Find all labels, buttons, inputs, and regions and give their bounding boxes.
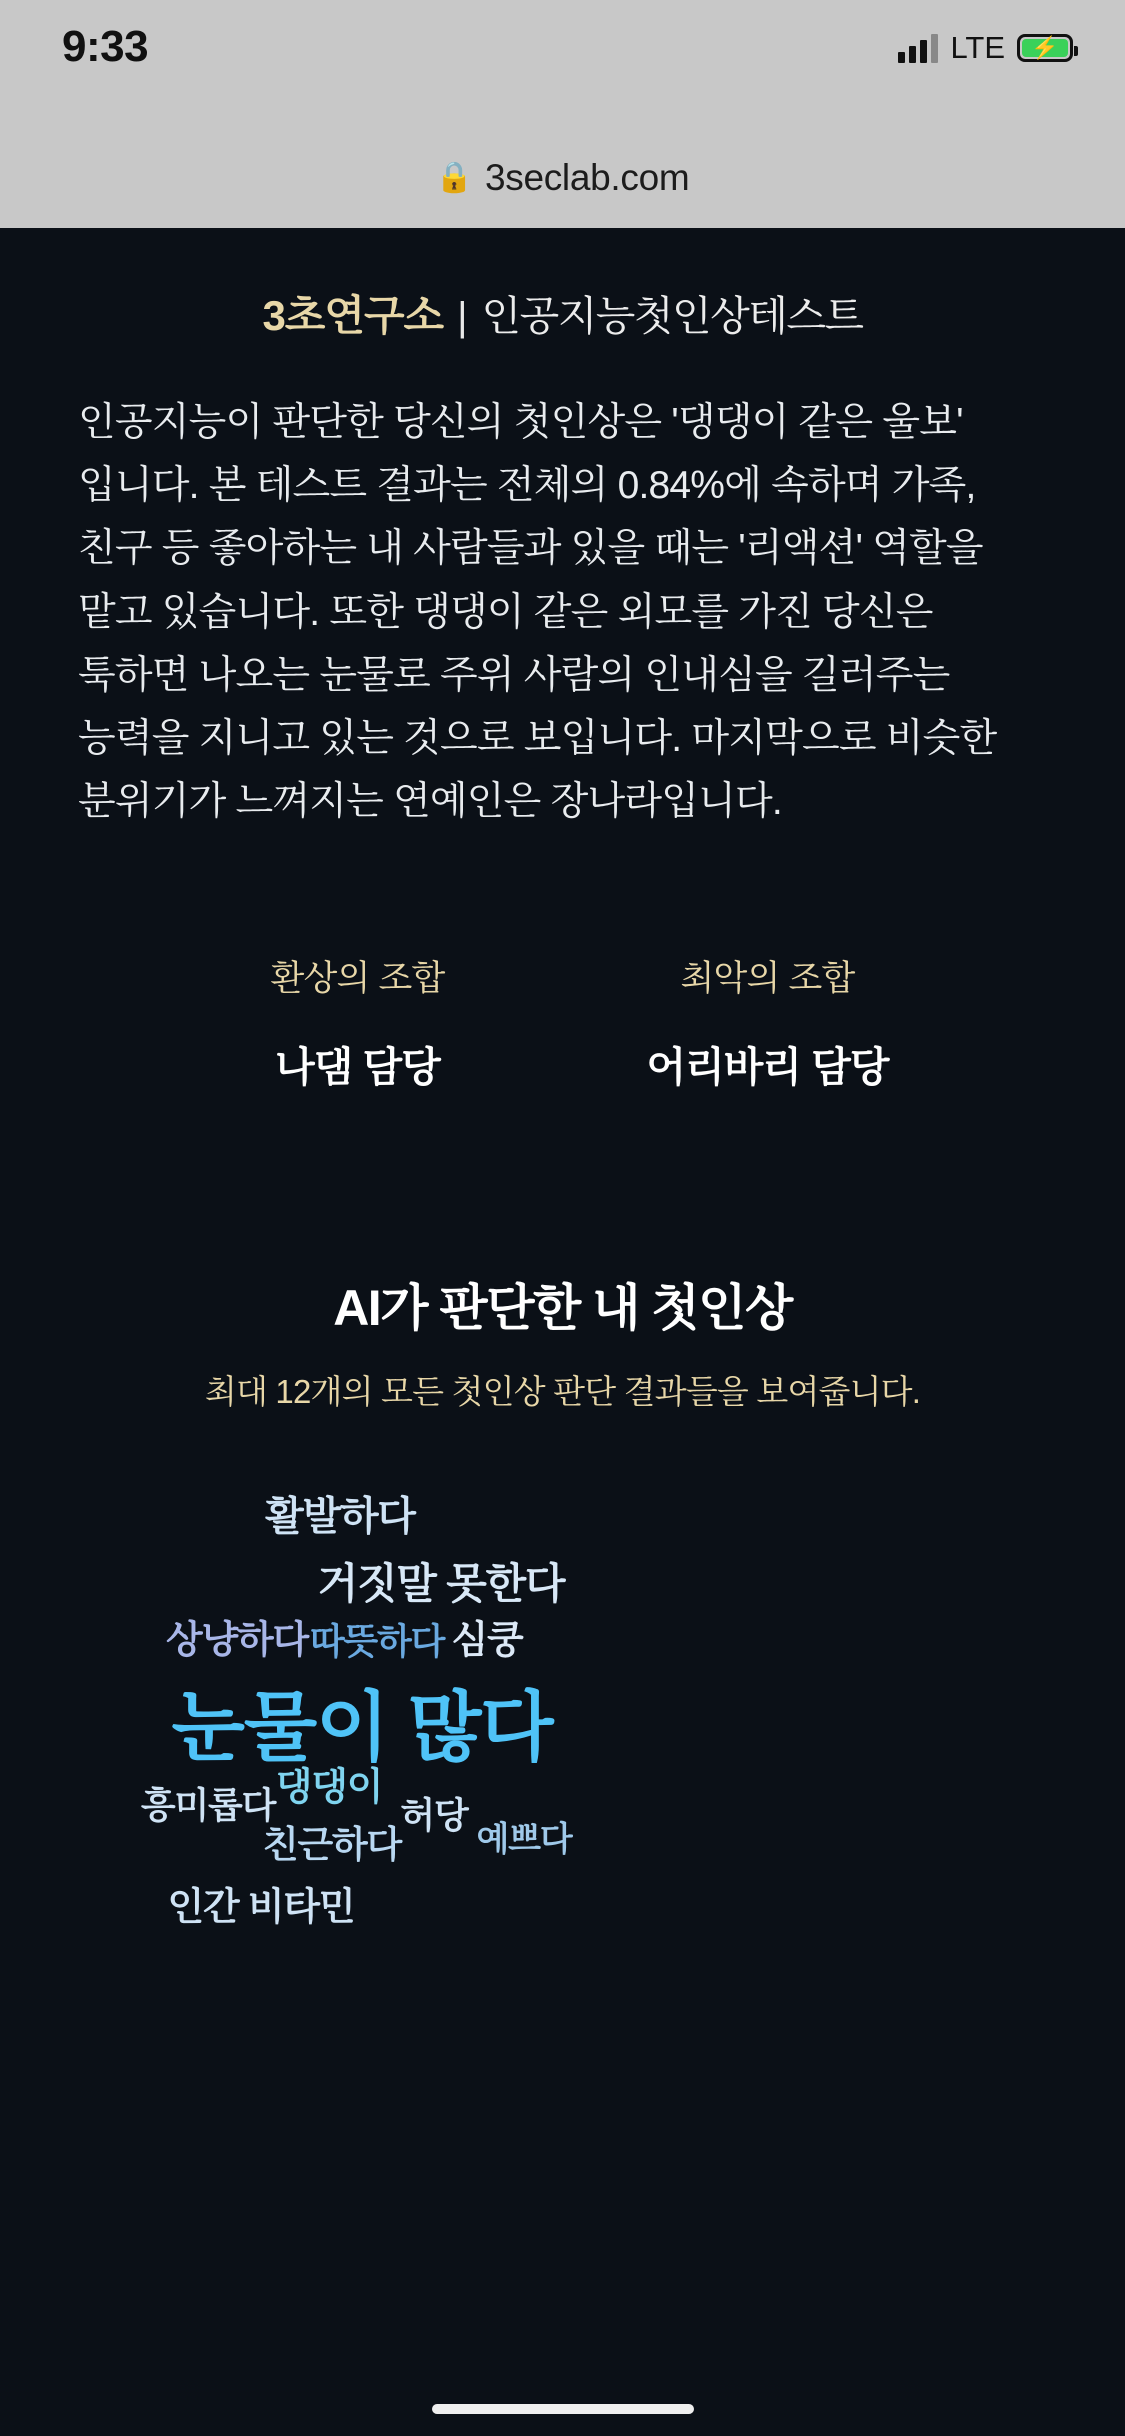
- word-cloud-item: 눈물이 많다: [171, 1685, 553, 1771]
- lock-icon: 🔒: [435, 161, 473, 194]
- combo-best: [208, 951, 508, 1093]
- signal-bars-icon: [898, 33, 938, 63]
- word-cloud-item: 인간 비타민: [167, 1886, 355, 1929]
- status-bar: [0, 0, 1125, 128]
- combo-best-label: 환상의 조합: [270, 959, 445, 999]
- combo-worst-value: 어리바리 담당: [646, 1044, 889, 1091]
- word-cloud-item: 심쿵: [451, 1619, 523, 1662]
- browser-address-bar[interactable]: [0, 128, 1125, 228]
- url-text: 3seclab.com: [484, 157, 690, 198]
- section-subtitle: 최대 12개의 모든 첫인상 판단 결과들을 보여줍니다.: [204, 1373, 921, 1411]
- word-cloud-item: 예쁘다: [476, 1820, 572, 1859]
- page-content: [0, 228, 1125, 2436]
- status-time: 9:33: [62, 22, 149, 71]
- combo-worst-label: 최악의 조합: [680, 959, 855, 999]
- section-title: AI가 판단한 내 첫인상: [333, 1280, 792, 1337]
- word-cloud-item: 따뜻하다: [309, 1620, 445, 1662]
- word-cloud-item: 상냥하다: [165, 1619, 309, 1662]
- brand-name[interactable]: 3초연구소: [262, 292, 444, 339]
- page-title: 인공지능첫인상테스트: [481, 293, 863, 339]
- combo-best-value: 나댐 담당: [275, 1044, 440, 1091]
- word-cloud-item: 친근하다: [262, 1824, 402, 1866]
- word-cloud: [0, 1473, 1125, 1933]
- combo-section: [0, 951, 1125, 1093]
- site-header: [0, 228, 1125, 343]
- word-cloud-item: 흥미롭다: [140, 1784, 276, 1826]
- header-separator: |: [457, 295, 468, 339]
- word-cloud-item: 거짓말 못한다: [317, 1560, 565, 1608]
- combo-worst: [618, 951, 918, 1093]
- network-type-label: LTE: [950, 30, 1005, 65]
- word-cloud-item: 활발하다: [265, 1494, 415, 1539]
- home-indicator: [432, 2404, 694, 2414]
- status-indicators: [898, 30, 1073, 66]
- battery-charging-icon: ⚡: [1017, 34, 1073, 62]
- word-cloud-item: 허당: [400, 1794, 468, 1836]
- result-paragraph: 인공지능이 판단한 당신의 첫인상은 '댕댕이 같은 울보' 입니다. 본 테스트 결과는 전체의 0.84%에 속하며 가족, 친구 등 좋아하는 내 사람들과 있을 때는 '리액션' 역할을 맡고 있습니다. 또한 댕댕이 같은 외모를 가진 당신은 툭하면 나오는 눈물로 주위 사람의 인내심을 길러주는 능력을 지니고 있는 것으로 보입니다. 마지막으로 비슷한 분위기가 느껴지는 연예인은 장나라입니다.: [78, 401, 997, 824]
- word-cloud-item: 댕댕이: [275, 1766, 383, 1809]
